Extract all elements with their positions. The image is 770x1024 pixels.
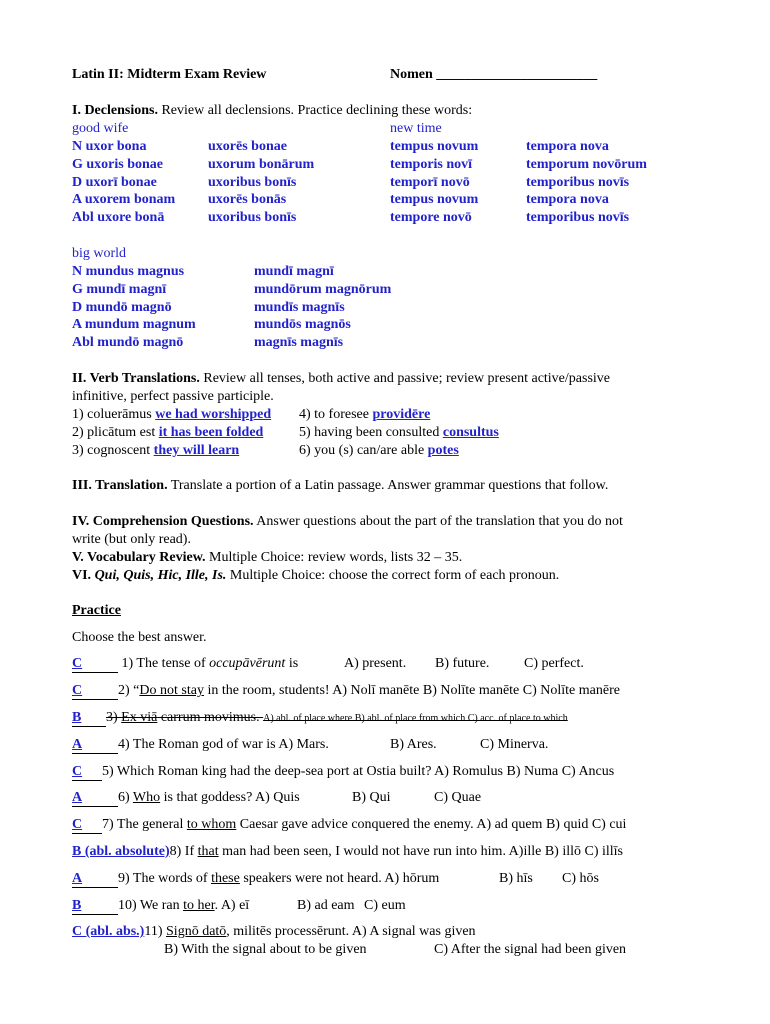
verb-item: 1) coluerāmus we had worshipped bbox=[72, 407, 272, 422]
big-world-row: D mundō magnō bbox=[72, 300, 172, 315]
question-11: C (abl. abs.)11) Signō datō, militēs processērunt. A) A signal was given bbox=[72, 924, 476, 939]
answer-6: A bbox=[72, 789, 118, 807]
good-wife-plural: uxorum bonārum bbox=[208, 157, 315, 172]
good-wife-title: good wife bbox=[72, 121, 129, 136]
nomen-field[interactable] bbox=[390, 66, 597, 83]
verb-item: 2) plicātum est it has been folded bbox=[72, 425, 264, 440]
answer-5: C bbox=[72, 763, 102, 781]
new-time-singular: tempus novum bbox=[390, 192, 479, 207]
answer-10: B bbox=[72, 897, 118, 915]
big-world-plural: mundīs magnīs bbox=[254, 300, 345, 315]
answer-3: B bbox=[72, 709, 106, 727]
verb-answer: consultus bbox=[442, 425, 499, 440]
option: C) Quae bbox=[434, 790, 482, 805]
verb-answer: we had worshipped bbox=[155, 407, 272, 422]
question-7: C 7) The general to whom Caesar gave advice conquered the enemy. A) ad quem B) quid C) cui bbox=[72, 817, 627, 832]
answer-7: C bbox=[72, 816, 102, 834]
verb-answer: it has been folded bbox=[158, 425, 264, 440]
section-2-heading: II. Verb Translations. bbox=[72, 371, 200, 386]
option: B) ad eam bbox=[297, 898, 355, 913]
answer-8: B (abl. absolute) bbox=[72, 844, 170, 859]
option: C) eum bbox=[364, 898, 406, 913]
good-wife-plural: uxorēs bonae bbox=[208, 139, 287, 154]
practice-instruction: Choose the best answer. bbox=[72, 630, 207, 645]
section-6: VI. Qui, Quis, Hic, Ille, Is. Multiple Choice: choose the correct form of each pronoun. bbox=[72, 568, 560, 583]
option: C) After the signal had been given bbox=[434, 942, 627, 957]
section-3: III. Translation. Translate a portion of a Latin passage. Answer grammar questions that follow. bbox=[72, 478, 609, 493]
big-world-plural: mundī magnī bbox=[254, 264, 334, 279]
big-world-row: A mundum magnum bbox=[72, 317, 196, 332]
section-5-heading: V. Vocabulary Review. bbox=[72, 550, 206, 565]
new-time-plural: temporum novōrum bbox=[526, 157, 647, 172]
good-wife-plural: uxoribus bonīs bbox=[208, 175, 297, 190]
big-world-row: G mundī magnī bbox=[72, 282, 167, 297]
section-2-heading-line bbox=[72, 370, 610, 387]
section-2-instruction: Review all tenses, both active and passive; review present active/passive bbox=[199, 371, 611, 386]
practice-heading: Practice bbox=[72, 603, 121, 618]
option: C) perfect. bbox=[524, 656, 584, 671]
option: B) With the signal about to be given bbox=[164, 942, 367, 957]
question-5: C 5) Which Roman king had the deep-sea port at Ostia built? A) Romulus B) Numa C) Ancus bbox=[72, 764, 615, 779]
option: B) Ares. bbox=[390, 737, 437, 752]
big-world-plural: mundōrum magnōrum bbox=[254, 282, 392, 297]
section-1-instruction: Review all declensions. Practice declining these words: bbox=[157, 103, 473, 118]
option: A) present. bbox=[344, 656, 407, 671]
option: C) Minerva. bbox=[480, 737, 549, 752]
verb-item: 5) having been consulted consultus bbox=[299, 425, 499, 440]
option: B) hīs bbox=[499, 871, 533, 886]
question-10: B 10) We ran to her. A) eī bbox=[72, 898, 250, 913]
verb-item: 6) you (s) can/are able potes bbox=[299, 443, 459, 458]
answer-1: C bbox=[72, 655, 118, 673]
page-title: Latin II: Midterm Exam Review bbox=[72, 67, 267, 82]
good-wife-row: D uxorī bonae bbox=[72, 175, 157, 190]
nomen-label: Nomen bbox=[390, 67, 437, 82]
good-wife-row: A uxorem bonam bbox=[72, 192, 176, 207]
section-4-heading: IV. Comprehension Questions. bbox=[72, 514, 254, 529]
big-world-row: N mundus magnus bbox=[72, 264, 185, 279]
good-wife-row: G uxoris bonae bbox=[72, 157, 164, 172]
big-world-row: Abl mundō magnō bbox=[72, 335, 184, 350]
new-time-plural: temporibus novīs bbox=[526, 175, 630, 190]
good-wife-row: N uxor bona bbox=[72, 139, 147, 154]
question-8: B (abl. absolute)8) If that man had been seen, I would not have run into him. A)ille B) illō C) illīs bbox=[72, 844, 624, 859]
question-6: A 6) Who is that goddess? A) Quis bbox=[72, 790, 300, 805]
big-world-plural: mundōs magnōs bbox=[254, 317, 351, 332]
new-time-plural: temporibus novīs bbox=[526, 210, 630, 225]
verb-answer: providēre bbox=[372, 407, 431, 422]
section-1-heading: I. Declensions. bbox=[72, 103, 158, 118]
question-1: C 1) The tense of occupāvērunt is bbox=[72, 656, 299, 671]
verb-answer: they will learn bbox=[153, 443, 240, 458]
new-time-plural: tempora nova bbox=[526, 139, 609, 154]
question-9: A 9) The words of these speakers were not heard. A) hōrum bbox=[72, 871, 440, 886]
verb-item: 4) to foresee providēre bbox=[299, 407, 431, 422]
option: B) future. bbox=[435, 656, 490, 671]
good-wife-plural: uxoribus bonīs bbox=[208, 210, 297, 225]
answer-9: A bbox=[72, 870, 118, 888]
question-2: C 2) “Do not stay in the room, students! A) Nolī manēte B) Nolīte manēte C) Nolīte manēre bbox=[72, 683, 620, 698]
big-world-plural: magnīs magnīs bbox=[254, 335, 344, 350]
answer-4: A bbox=[72, 736, 118, 754]
section-6-pronouns: Qui, Quis, Hic, Ille, Is. bbox=[94, 568, 227, 583]
new-time-title: new time bbox=[390, 121, 442, 136]
question-3: B 3) Ex viā carrum movimus. A) abl. of place where B) abl. of place from which C) acc. of place to which bbox=[72, 710, 568, 725]
verb-item: 3) cognoscent they will learn bbox=[72, 443, 240, 458]
section-4-cont: write (but only read). bbox=[72, 532, 191, 547]
good-wife-plural: uxorēs bonās bbox=[208, 192, 287, 207]
section-2-instruction-cont: infinitive, perfect passive participle. bbox=[72, 389, 274, 404]
nomen-blank: _______________________ bbox=[436, 67, 598, 82]
section-5: V. Vocabulary Review. Multiple Choice: review words, lists 32 – 35. bbox=[72, 550, 463, 565]
new-time-singular: temporī novō bbox=[390, 175, 470, 190]
section-3-heading: III. Translation. bbox=[72, 478, 168, 493]
option: C) hōs bbox=[562, 871, 599, 886]
answer-2: C bbox=[72, 682, 118, 700]
section-4: IV. Comprehension Questions. Answer questions about the part of the translation that you do not bbox=[72, 514, 623, 529]
new-time-singular: tempus novum bbox=[390, 139, 479, 154]
question-4: A 4) The Roman god of war is A) Mars. bbox=[72, 737, 329, 752]
big-world-title: big world bbox=[72, 246, 127, 261]
section-1-heading-line bbox=[72, 102, 472, 119]
new-time-singular: temporis novī bbox=[390, 157, 473, 172]
option: B) Qui bbox=[352, 790, 391, 805]
verb-answer: potes bbox=[427, 443, 459, 458]
answer-11: C (abl. abs.) bbox=[72, 924, 145, 939]
new-time-singular: tempore novō bbox=[390, 210, 472, 225]
good-wife-row: Abl uxore bonā bbox=[72, 210, 165, 225]
section-6-heading: VI. bbox=[72, 568, 95, 583]
new-time-plural: tempora nova bbox=[526, 192, 609, 207]
